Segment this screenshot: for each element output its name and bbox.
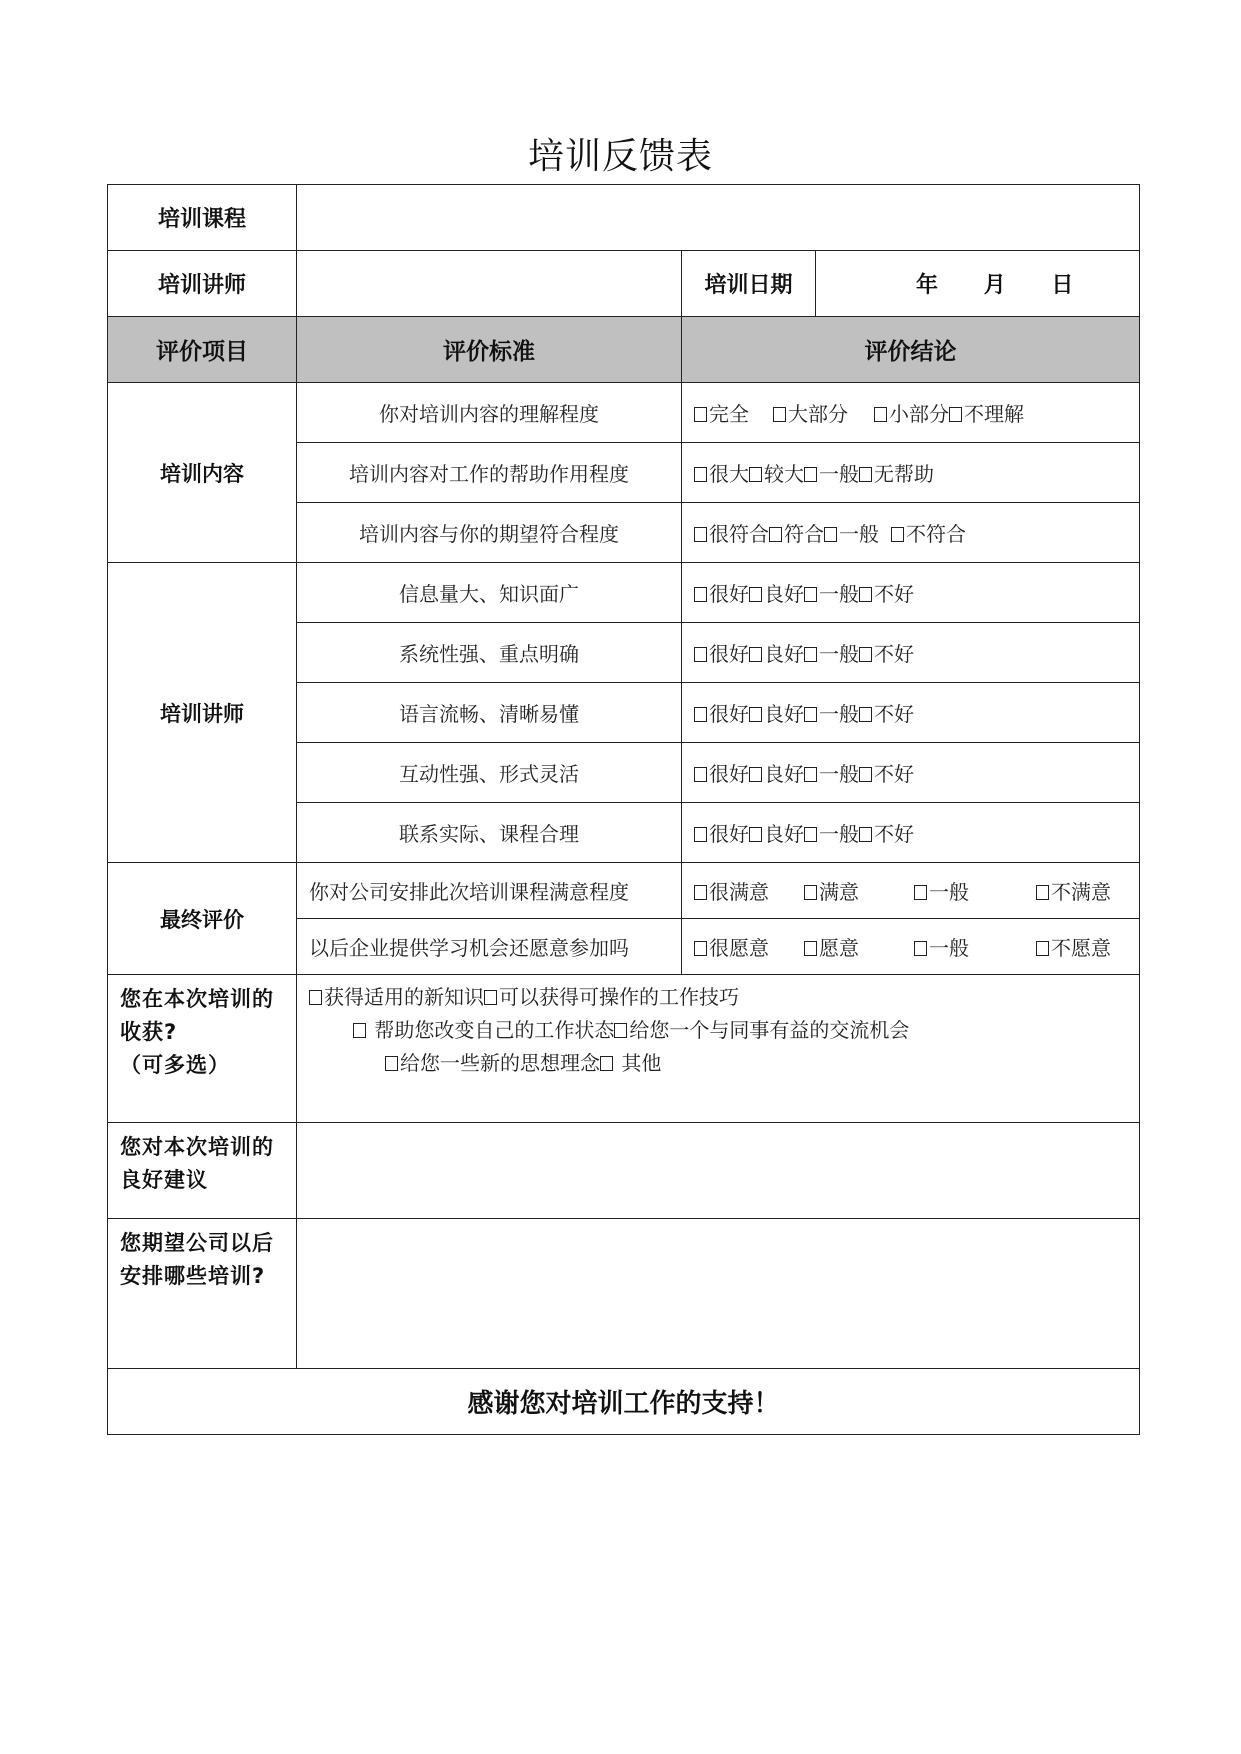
- option-checkbox[interactable]: 一般: [914, 932, 1036, 961]
- thanks-row: [108, 1369, 1140, 1435]
- checkbox-icon: [914, 941, 927, 956]
- option-checkbox[interactable]: 获得适用的新知识: [309, 981, 484, 1014]
- option-checkbox[interactable]: 不好: [859, 698, 914, 727]
- options: [682, 443, 1140, 503]
- option-checkbox[interactable]: 很好: [694, 818, 749, 847]
- checkbox-icon: [804, 647, 817, 662]
- option-checkbox[interactable]: 不符合: [891, 518, 966, 547]
- checkbox-icon: [949, 407, 962, 422]
- option-checkbox[interactable]: 较大: [749, 458, 804, 487]
- option-checkbox[interactable]: 满意: [804, 876, 914, 905]
- options: [682, 683, 1140, 743]
- checkbox-icon: [749, 647, 762, 662]
- suggestions-label: 您对本次培训的 良好建议: [108, 1123, 297, 1219]
- checkbox-icon: [859, 467, 872, 482]
- option-checkbox[interactable]: 愿意: [804, 932, 914, 961]
- future-label: 您期望公司以后 安排哪些培训?: [108, 1219, 297, 1369]
- criterion: 信息量大、知识面广: [297, 563, 682, 623]
- checkbox-icon: [600, 1056, 613, 1071]
- checkbox-icon: [694, 941, 707, 956]
- checkbox-icon: [859, 827, 872, 842]
- content-row-1: [108, 383, 1140, 443]
- criterion: 你对公司安排此次培训课程满意程度: [297, 863, 682, 919]
- date-day-unit: 日: [1051, 273, 1074, 298]
- checkbox-icon: [769, 527, 782, 542]
- gains-label: 您在本次培训的 收获? （可多选）: [108, 975, 297, 1123]
- option-checkbox[interactable]: 给您一个与同事有益的交流机会: [614, 1014, 909, 1047]
- options: [682, 919, 1140, 975]
- option-checkbox[interactable]: 完全: [694, 398, 749, 427]
- checkbox-icon: [773, 407, 786, 422]
- checkbox-icon: [749, 467, 762, 482]
- final-section-label: 最终评价: [108, 863, 297, 975]
- checkbox-icon: [749, 827, 762, 842]
- option-checkbox[interactable]: 不好: [859, 578, 914, 607]
- checkbox-icon: [694, 885, 707, 900]
- option-checkbox[interactable]: 良好: [749, 758, 804, 787]
- checkbox-icon: [859, 587, 872, 602]
- header-conclusion: 评价结论: [682, 317, 1140, 383]
- criterion: 培训内容对工作的帮助作用程度: [297, 443, 682, 503]
- option-checkbox[interactable]: 符合: [769, 518, 824, 547]
- checkbox-icon: [694, 407, 707, 422]
- criterion: 以后企业提供学习机会还愿意参加吗: [297, 919, 682, 975]
- option-checkbox[interactable]: 无帮助: [859, 458, 934, 487]
- header-standard: 评价标准: [297, 317, 682, 383]
- criterion: 系统性强、重点明确: [297, 623, 682, 683]
- option-checkbox[interactable]: 一般: [804, 698, 859, 727]
- checkbox-icon: [859, 767, 872, 782]
- trainer-date-row: [108, 251, 1140, 317]
- gains-options: [297, 975, 1140, 1123]
- option-checkbox[interactable]: 良好: [749, 638, 804, 667]
- gains-row: [108, 975, 1140, 1123]
- criterion: 联系实际、课程合理: [297, 803, 682, 863]
- course-label: 培训课程: [108, 185, 297, 251]
- option-checkbox[interactable]: 一般: [804, 458, 859, 487]
- checkbox-icon: [914, 885, 927, 900]
- date-month-unit: 月: [983, 273, 1006, 298]
- checkbox-icon: [614, 1023, 627, 1038]
- option-checkbox[interactable]: 一般: [804, 758, 859, 787]
- checkbox-icon: [749, 587, 762, 602]
- option-checkbox[interactable]: 一般: [824, 518, 879, 547]
- option-checkbox[interactable]: 良好: [749, 818, 804, 847]
- criterion: 培训内容与你的期望符合程度: [297, 503, 682, 563]
- checkbox-icon: [804, 707, 817, 722]
- checkbox-icon: [694, 827, 707, 842]
- criterion: 语言流畅、清晰易懂: [297, 683, 682, 743]
- checkbox-icon: [694, 527, 707, 542]
- checkbox-icon: [804, 587, 817, 602]
- checkbox-icon: [694, 707, 707, 722]
- option-checkbox[interactable]: 很愿意: [694, 932, 804, 961]
- criterion: 你对培训内容的理解程度: [297, 383, 682, 443]
- header-item: 评价项目: [108, 317, 297, 383]
- final-row-1: [108, 863, 1140, 919]
- date-field[interactable]: [816, 251, 1140, 317]
- checkbox-icon: [824, 527, 837, 542]
- future-row: [108, 1219, 1140, 1369]
- option-checkbox[interactable]: 其他: [600, 1047, 661, 1080]
- checkbox-icon: [804, 467, 817, 482]
- options: [682, 383, 1140, 443]
- thanks-message: 感谢您对培训工作的支持！: [108, 1369, 1140, 1435]
- option-checkbox[interactable]: 不愿意: [1036, 932, 1111, 961]
- future-field[interactable]: [297, 1219, 1140, 1369]
- checkbox-icon: [694, 767, 707, 782]
- option-checkbox[interactable]: 很好: [694, 578, 749, 607]
- feedback-form-table: [107, 184, 1140, 1435]
- option-checkbox[interactable]: 一般: [914, 876, 1036, 905]
- checkbox-icon: [804, 827, 817, 842]
- option-checkbox[interactable]: 良好: [749, 698, 804, 727]
- options: [682, 803, 1140, 863]
- checkbox-icon: [385, 1056, 398, 1071]
- option-checkbox[interactable]: 很满意: [694, 876, 804, 905]
- option-checkbox[interactable]: 很好: [694, 758, 749, 787]
- trainer-section-label: 培训讲师: [108, 563, 297, 863]
- trainer-field[interactable]: [297, 251, 682, 317]
- option-checkbox[interactable]: 很大: [694, 458, 749, 487]
- date-label: 培训日期: [682, 251, 816, 317]
- options: [682, 563, 1140, 623]
- option-checkbox[interactable]: 可以获得可操作的工作技巧: [484, 981, 739, 1014]
- option-checkbox[interactable]: 很好: [694, 698, 749, 727]
- checkbox-icon: [804, 885, 817, 900]
- course-field[interactable]: [297, 185, 1140, 251]
- content-section-label: 培训内容: [108, 383, 297, 563]
- suggestions-row: [108, 1123, 1140, 1219]
- options: [682, 743, 1140, 803]
- page-title: 培训反馈表: [527, 136, 713, 177]
- option-checkbox[interactable]: 给您一些新的思想理念: [385, 1047, 600, 1080]
- option-checkbox[interactable]: 很符合: [694, 518, 769, 547]
- checkbox-icon: [309, 990, 322, 1005]
- options: [682, 623, 1140, 683]
- criterion: 互动性强、形式灵活: [297, 743, 682, 803]
- option-checkbox[interactable]: 小部分: [874, 398, 949, 427]
- option-checkbox[interactable]: 一般: [804, 638, 859, 667]
- suggestions-field[interactable]: [297, 1123, 1140, 1219]
- option-checkbox[interactable]: 一般: [804, 818, 859, 847]
- checkbox-icon: [859, 647, 872, 662]
- checkbox-icon: [804, 941, 817, 956]
- option-checkbox[interactable]: 不好: [859, 638, 914, 667]
- checkbox-icon: [749, 707, 762, 722]
- option-checkbox[interactable]: 不好: [859, 758, 914, 787]
- checkbox-icon: [353, 1023, 366, 1038]
- checkbox-icon: [484, 990, 497, 1005]
- checkbox-icon: [694, 647, 707, 662]
- option-checkbox[interactable]: 很好: [694, 638, 749, 667]
- checkbox-icon: [874, 407, 887, 422]
- checkbox-icon: [1036, 885, 1049, 900]
- options: [682, 503, 1140, 563]
- checkbox-icon: [694, 587, 707, 602]
- checkbox-icon: [1036, 941, 1049, 956]
- option-checkbox[interactable]: 良好: [749, 578, 804, 607]
- option-checkbox[interactable]: 不满意: [1036, 876, 1111, 905]
- option-checkbox[interactable]: 不理解: [949, 398, 1024, 427]
- option-checkbox[interactable]: 不好: [859, 818, 914, 847]
- trainer-row-1: [108, 563, 1140, 623]
- option-checkbox[interactable]: 帮助您改变自己的工作状态: [353, 1014, 614, 1047]
- course-row: [108, 185, 1140, 251]
- checkbox-icon: [891, 527, 904, 542]
- trainer-label: 培训讲师: [108, 251, 297, 317]
- header-row: [108, 317, 1140, 383]
- date-year-unit: 年: [916, 273, 939, 298]
- option-checkbox[interactable]: 一般: [804, 578, 859, 607]
- checkbox-icon: [859, 707, 872, 722]
- options: [682, 863, 1140, 919]
- option-checkbox[interactable]: 大部分: [773, 398, 848, 427]
- checkbox-icon: [694, 467, 707, 482]
- checkbox-icon: [804, 767, 817, 782]
- checkbox-icon: [749, 767, 762, 782]
